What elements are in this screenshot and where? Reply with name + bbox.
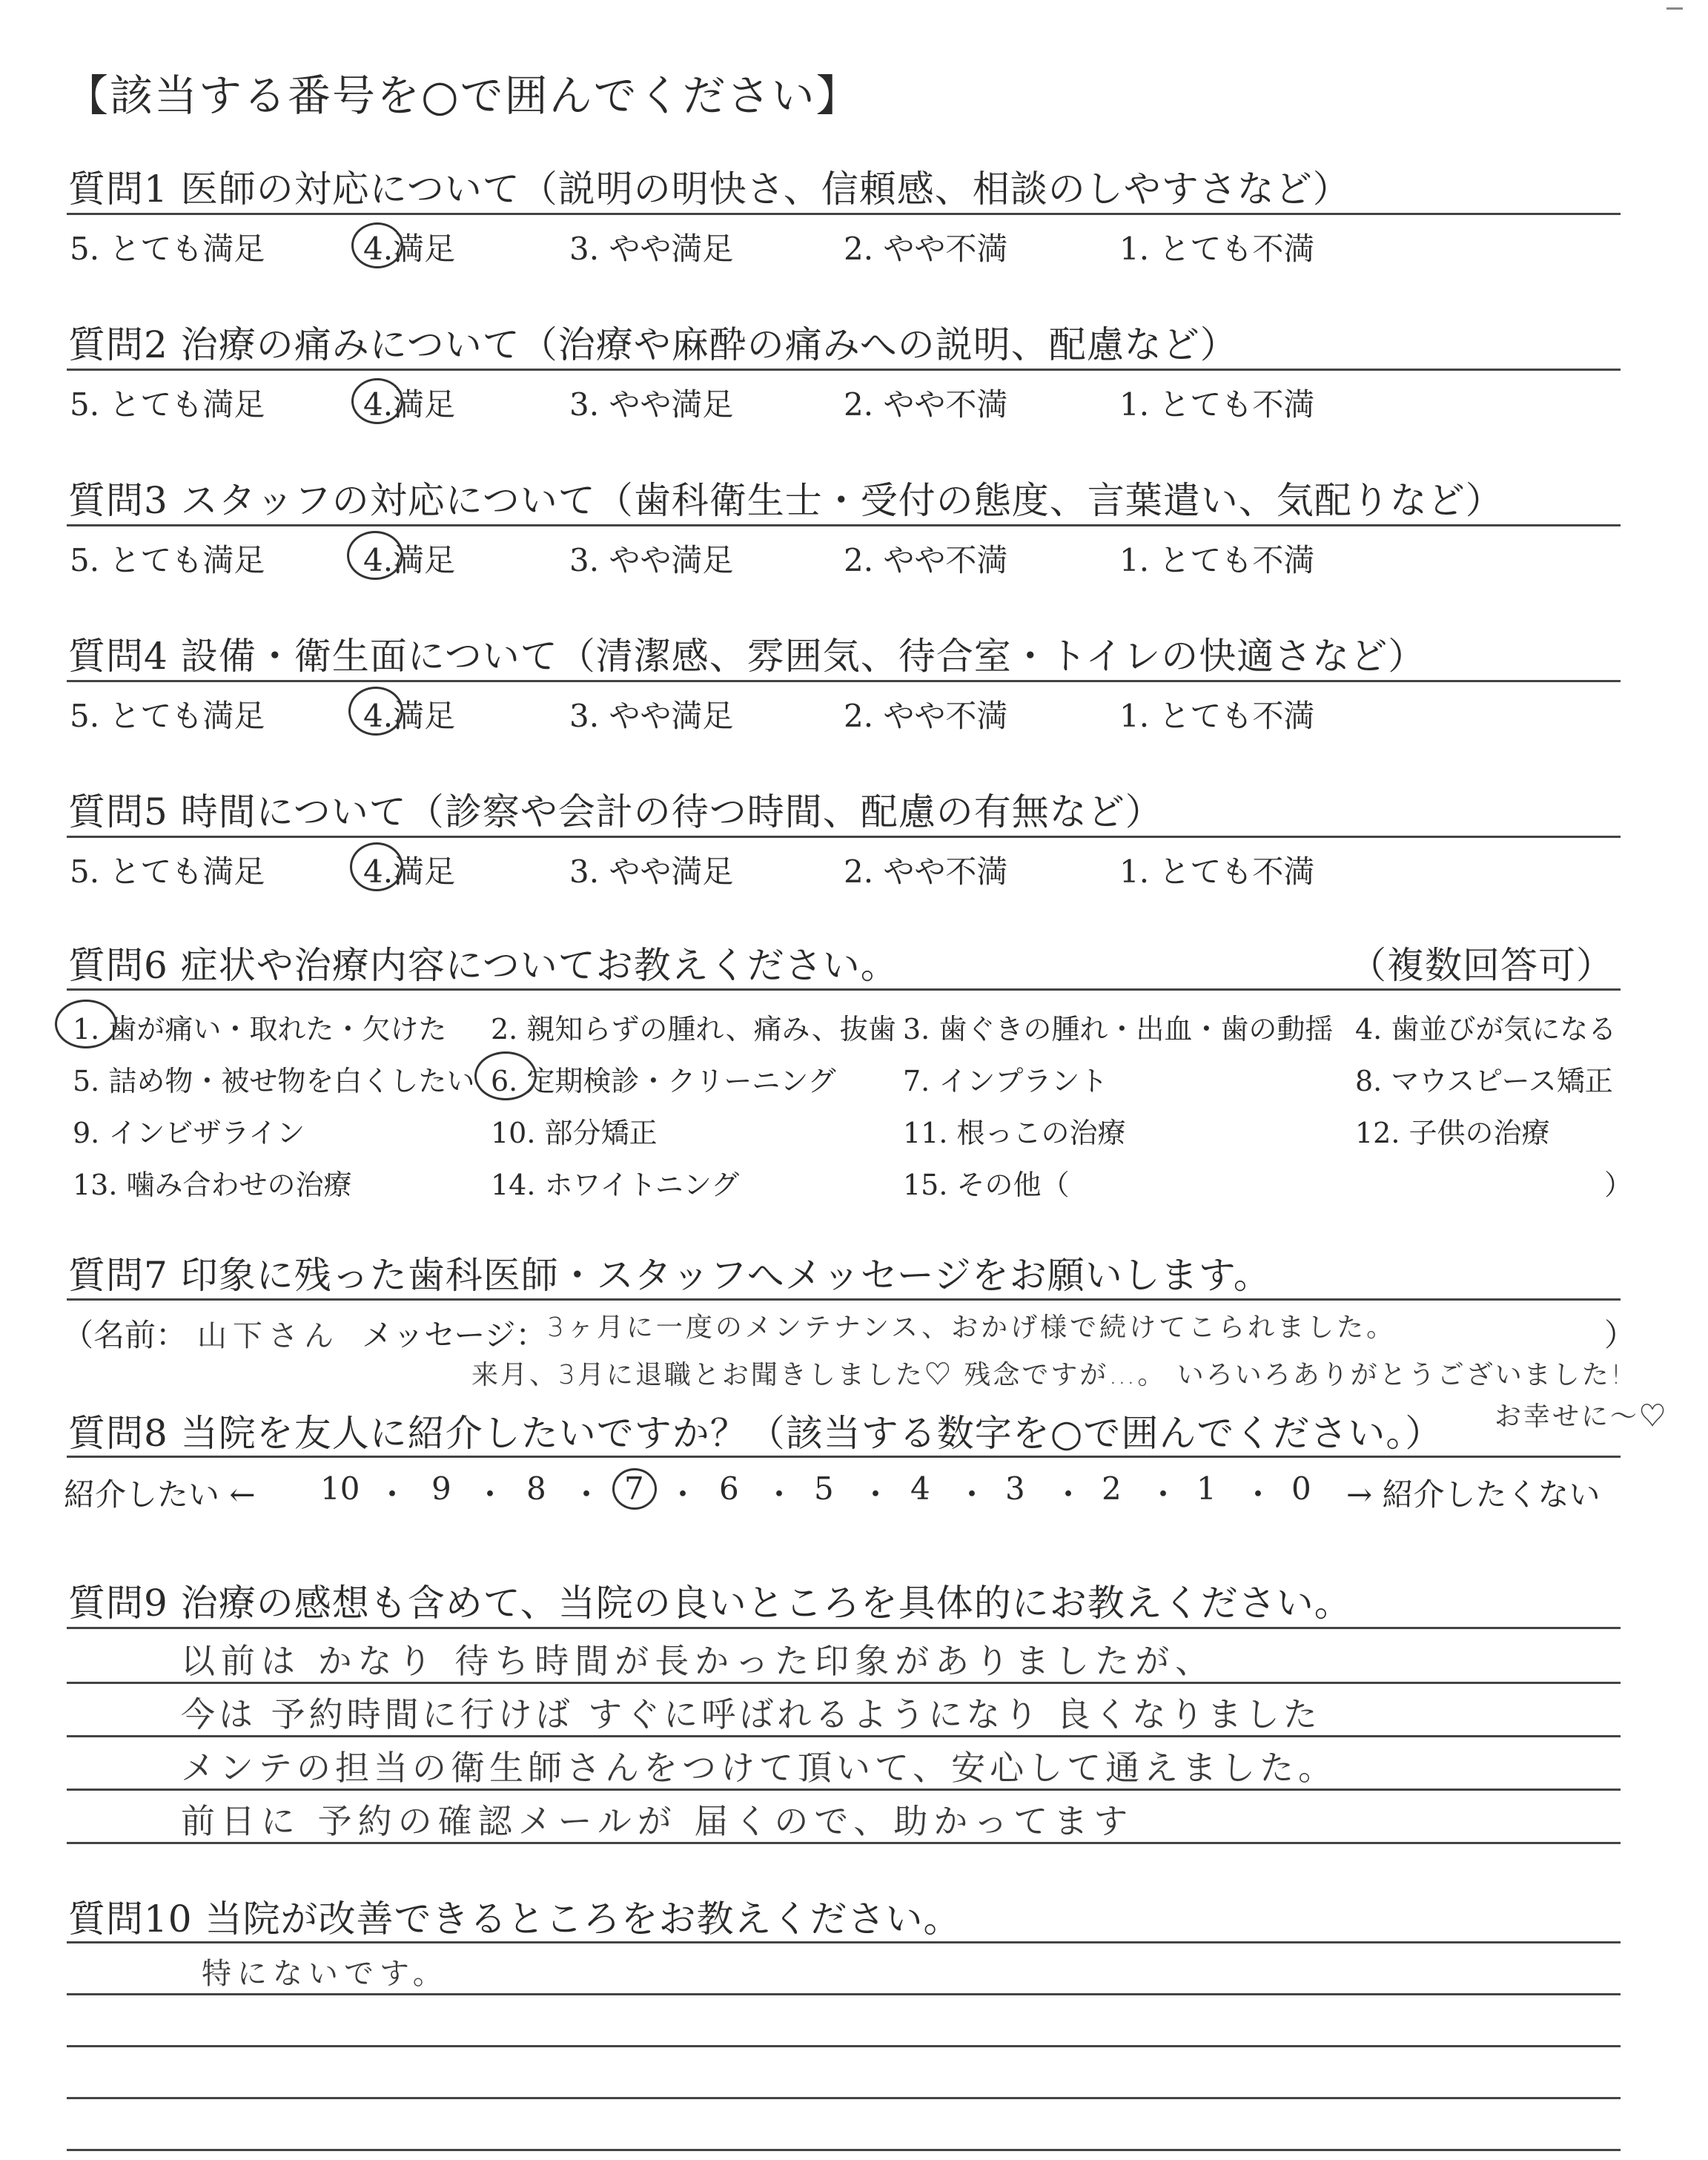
q4-option-5[interactable]: 5. とても満足 [70, 698, 265, 734]
q9-answer-line-2[interactable]: 今は 予約時間に行けば すぐに呼ばれるようになり 良くなりました [181, 1694, 1321, 1734]
question-6-title: 質問6 症状や治療内容についてお教えください。 [68, 944, 898, 987]
q8-sep: ・ [860, 1476, 892, 1513]
q4-option-3[interactable]: 3. やや満足 [569, 698, 734, 734]
q8-sep: ・ [1242, 1476, 1274, 1513]
q3-option-5[interactable]: 5. とても満足 [70, 542, 265, 578]
q6-option-7[interactable]: 7. インプラント [903, 1065, 1108, 1097]
q6-option-9[interactable]: 9. インビザライン [73, 1117, 305, 1149]
q7-message-line-3[interactable]: お幸せに～♡ [1494, 1401, 1669, 1432]
q6-option-6[interactable]: 6. 定期検診・クリーニング [491, 1065, 836, 1097]
question-8-rule [67, 1456, 1621, 1458]
q8-scale-3[interactable]: 3 [1005, 1470, 1025, 1507]
q8-sep: ・ [667, 1476, 699, 1513]
q6-option-8[interactable]: 8. マウスピース矯正 [1355, 1065, 1613, 1097]
q6-option-1[interactable]: 1. 歯が痛い・取れた・欠けた [73, 1013, 447, 1046]
q10-line [67, 1941, 1621, 1943]
q6-option-14[interactable]: 14. ホワイトニング [491, 1169, 740, 1201]
q8-selection-circle [612, 1468, 657, 1510]
q2-option-3[interactable]: 3. やや満足 [569, 386, 734, 423]
q6-other-close-paren: ） [1604, 1169, 1633, 1201]
q2-option-4[interactable]: 4.満足 [363, 386, 456, 423]
q3-selection-circle [347, 531, 403, 580]
q1-option-2[interactable]: 2. やや不満 [844, 231, 1008, 267]
q6-option-4[interactable]: 4. 歯並びが気になる [1355, 1013, 1617, 1046]
q4-selection-circle [348, 687, 403, 736]
q10-line [67, 1993, 1621, 1995]
q8-sep: ・ [1148, 1476, 1179, 1513]
q8-sep: ・ [474, 1476, 506, 1513]
question-6-note: （複数回答可） [1349, 944, 1614, 987]
question-7-rule [67, 1298, 1621, 1301]
q5-option-5[interactable]: 5. とても満足 [70, 853, 265, 890]
q7-name-value[interactable]: 山下さん [197, 1319, 340, 1353]
q8-scale-7[interactable]: 7 [624, 1470, 644, 1507]
q3-option-4[interactable]: 4.満足 [363, 542, 456, 578]
question-9-title: 質問9 治療の感想も含めて、当院の良いところを具体的にお教えください。 [68, 1582, 1352, 1625]
q6-selection-circle-6 [474, 1051, 537, 1100]
q10-line [67, 2149, 1621, 2151]
corner-mark [1666, 7, 1683, 10]
q7-message-label: メッセージ： [362, 1317, 547, 1353]
question-3-title: 質問3 スタッフの対応について（歯科衛生士・受付の態度、言葉遣い、気配りなど） [68, 479, 1503, 522]
q3-option-2[interactable]: 2. やや不満 [844, 542, 1008, 578]
q6-option-13[interactable]: 13. 噛み合わせの治療 [73, 1169, 352, 1201]
q5-option-3[interactable]: 3. やや満足 [569, 853, 734, 890]
q2-selection-circle [351, 378, 403, 424]
q10-line [67, 2097, 1621, 2099]
q8-sep: ・ [377, 1476, 408, 1513]
q8-scale-0[interactable]: 0 [1291, 1470, 1311, 1507]
q1-selection-circle [351, 222, 403, 268]
page-title: 【該当する番号を○で囲んでください】 [65, 70, 861, 121]
question-10-title: 質問10 当院が改善できるところをお教えください。 [68, 1898, 961, 1941]
q4-option-1[interactable]: 1. とても不満 [1119, 698, 1315, 734]
q8-sep: ・ [1053, 1476, 1085, 1513]
question-5-title: 質問5 時間について（診察や会計の待つ時間、配慮の有無など） [68, 790, 1163, 833]
q6-option-2[interactable]: 2. 親知らずの腫れ、痛み、抜歯 [491, 1013, 896, 1046]
q10-answer-line-1[interactable]: 特にないです。 [202, 1957, 448, 1991]
q8-sep: ・ [764, 1476, 795, 1513]
question-4-rule [67, 680, 1621, 682]
q5-option-1[interactable]: 1. とても不満 [1119, 853, 1315, 890]
q6-option-12[interactable]: 12. 子供の治療 [1355, 1117, 1550, 1149]
q1-option-3[interactable]: 3. やや満足 [569, 231, 734, 267]
q8-scale-10[interactable]: 10 [320, 1470, 360, 1507]
q6-option-5[interactable]: 5. 詰め物・被せ物を白くしたい [73, 1065, 475, 1097]
q9-answer-line-3[interactable]: メンテの担当の衛生師さんをつけて頂いて、安心して通えました。 [181, 1748, 1337, 1788]
q8-sep: ・ [571, 1476, 603, 1513]
question-6-rule [67, 988, 1621, 991]
q5-selection-circle [350, 842, 403, 891]
q8-left-label: 紹介したい ← [64, 1476, 256, 1513]
q8-sep: ・ [956, 1476, 988, 1513]
q1-option-5[interactable]: 5. とても満足 [70, 231, 265, 267]
q8-scale-8[interactable]: 8 [526, 1470, 546, 1507]
q2-option-1[interactable]: 1. とても不満 [1119, 386, 1315, 423]
q2-option-5[interactable]: 5. とても満足 [70, 386, 265, 423]
q8-scale-1[interactable]: 1 [1196, 1470, 1217, 1507]
q9-answer-line-4[interactable]: 前日に 予約の確認メールが 届くので、助かってます [181, 1801, 1134, 1841]
q7-message-line-2[interactable]: 来月、3月に退職とお聞きしました♡ 残念ですが…。 いろいろありがとうございました! [471, 1360, 1624, 1390]
q9-line [67, 1627, 1621, 1629]
q5-option-4[interactable]: 4.満足 [363, 853, 456, 890]
q7-name-label: （名前： [62, 1317, 188, 1353]
q3-option-1[interactable]: 1. とても不満 [1119, 542, 1315, 578]
q6-selection-circle-1 [55, 1000, 117, 1048]
question-2-rule [67, 369, 1621, 371]
q6-option-10[interactable]: 10. 部分矯正 [491, 1117, 658, 1149]
q7-close-paren: ） [1604, 1317, 1636, 1353]
question-3-rule [67, 524, 1621, 526]
q10-line [67, 2045, 1621, 2047]
question-1-title: 質問1 医師の対応について（説明の明快さ、信頼感、相談のしやすさなど） [68, 168, 1351, 211]
q7-message-line-1[interactable]: 3ヶ月に一度のメンテナンス、おかげ様で続けてこられました。 [547, 1312, 1397, 1343]
q6-option-11[interactable]: 11. 根っこの治療 [903, 1117, 1126, 1149]
q5-option-2[interactable]: 2. やや不満 [844, 853, 1008, 890]
q4-option-4[interactable]: 4.満足 [363, 698, 456, 734]
q2-option-2[interactable]: 2. やや不満 [844, 386, 1008, 423]
q6-option-15[interactable]: 15. その他（ [903, 1169, 1070, 1201]
q8-scale-6[interactable]: 6 [719, 1470, 739, 1507]
q1-option-1[interactable]: 1. とても不満 [1119, 231, 1315, 267]
q3-option-3[interactable]: 3. やや満足 [569, 542, 734, 578]
question-5-rule [67, 836, 1621, 838]
question-1-rule [67, 213, 1621, 215]
q1-option-4[interactable]: 4.満足 [363, 231, 456, 267]
q9-answer-line-1[interactable]: 以前は かなり 待ち時間が長かった印象がありましたが、 [181, 1641, 1216, 1681]
q4-option-2[interactable]: 2. やや不満 [844, 698, 1008, 734]
question-7-title: 質問7 印象に残った歯科医師・スタッフへメッセージをお願いします。 [68, 1254, 1271, 1297]
q8-scale-2[interactable]: 2 [1102, 1470, 1122, 1507]
q6-option-3[interactable]: 3. 歯ぐきの腫れ・出血・歯の動揺 [903, 1013, 1334, 1046]
q8-right-label: → 紹介したくない [1346, 1476, 1601, 1513]
question-8-title: 質問8 当院を友人に紹介したいですか？（該当する数字を○で囲んでください。） [68, 1412, 1443, 1455]
q8-scale-9[interactable]: 9 [431, 1470, 451, 1507]
question-4-title: 質問4 設備・衛生面について（清潔感、雰囲気、待合室・トイレの快適さなど） [68, 635, 1426, 678]
q8-scale-5[interactable]: 5 [814, 1470, 834, 1507]
q8-scale-4[interactable]: 4 [910, 1470, 930, 1507]
question-2-title: 質問2 治療の痛みについて（治療や麻酔の痛みへの説明、配慮など） [68, 323, 1238, 366]
